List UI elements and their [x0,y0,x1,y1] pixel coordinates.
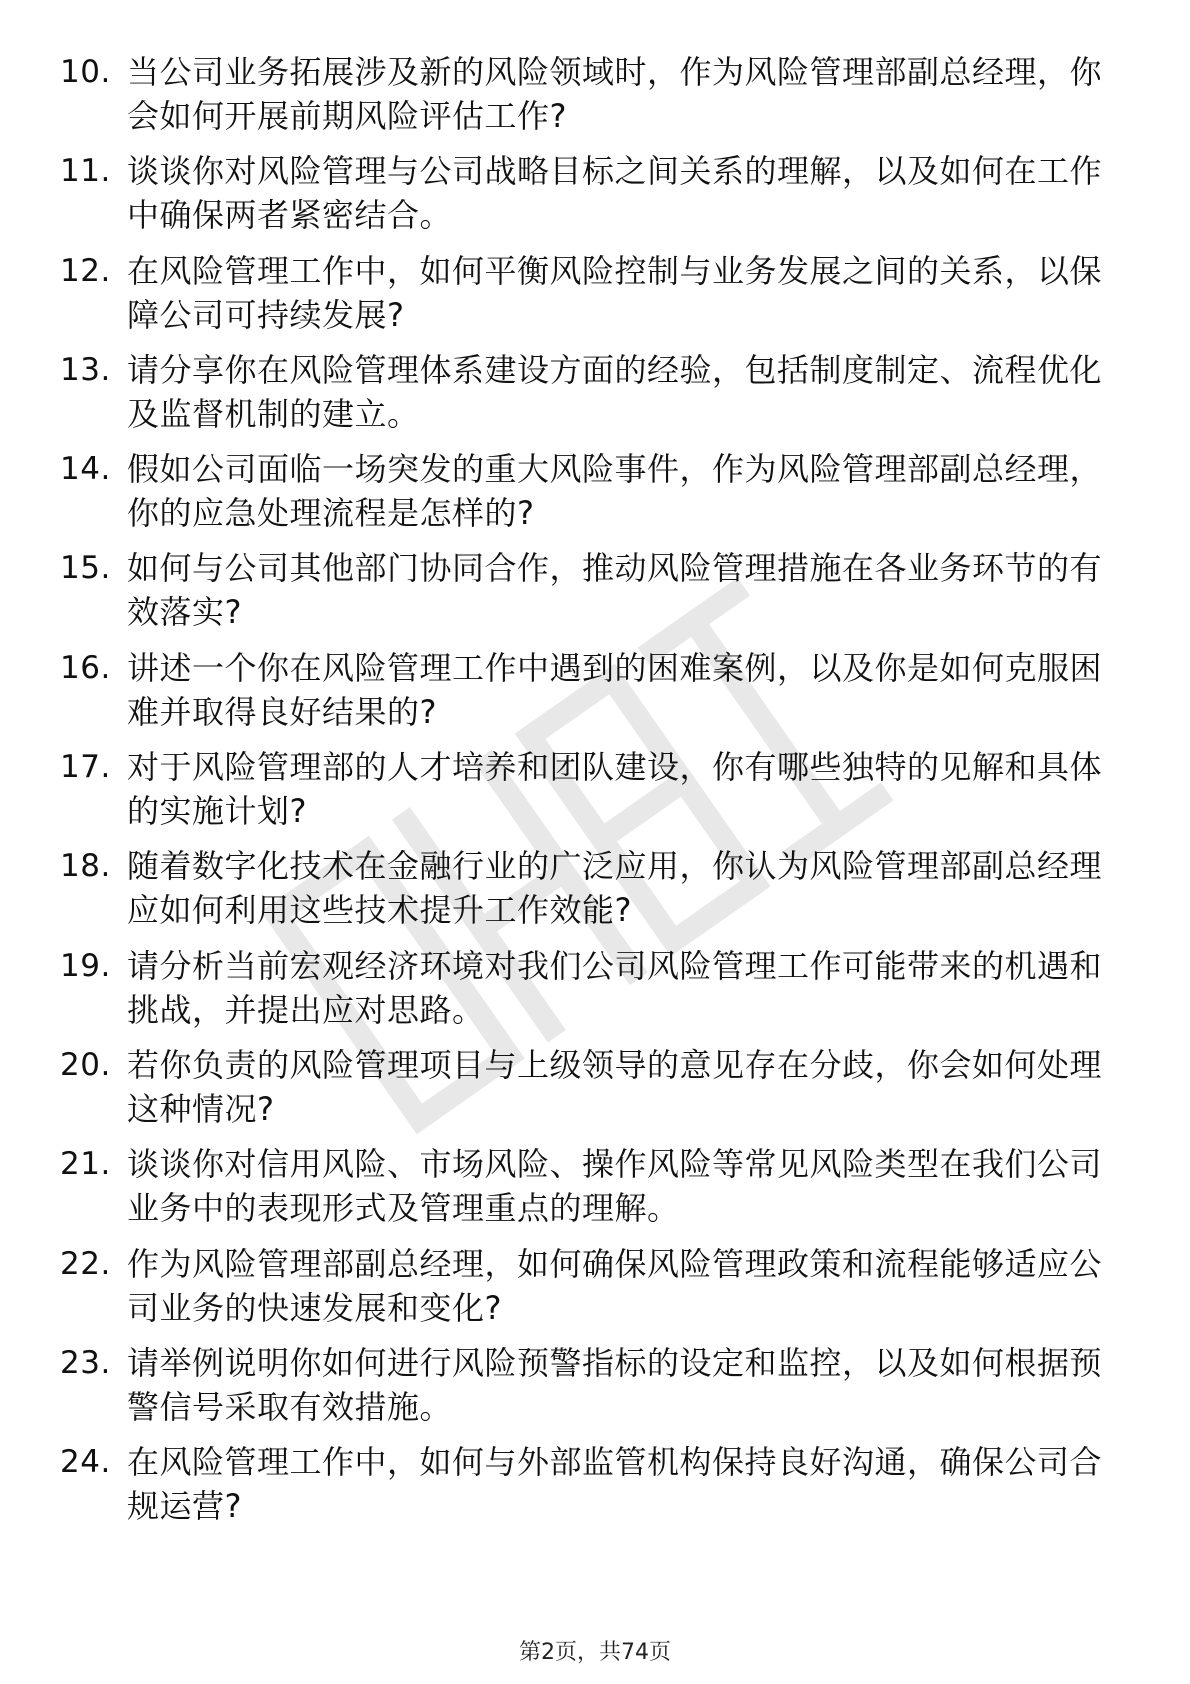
question-item [60,646,1120,745]
question-list [60,50,1120,1539]
question-text: 若你负责的风险管理项目与上级领导的意见存在分歧，你会如何处理这种情况? [127,1045,1103,1128]
question-number: 21. [60,1146,111,1183]
question-item [60,1341,1120,1440]
question-number: 19. [60,947,111,984]
question-item [60,1440,1120,1539]
question-item [60,1043,1120,1142]
question-number: 11. [60,153,111,190]
question-text: 假如公司面临一场突发的重大风险事件，作为风险管理部副总经理，你的应急处理流程是怎样的? [127,450,1103,533]
question-text: 在风险管理工作中，如何与外部监管机构保持良好沟通，确保公司合规运营? [127,1443,1103,1526]
question-item [60,1142,1120,1241]
question-item [60,1242,1120,1341]
question-number: 17. [60,749,111,786]
question-item [60,50,1120,149]
question-text: 在风险管理工作中，如何平衡风险控制与业务发展之间的关系，以保障公司可持续发展? [127,251,1103,334]
question-text: 如何与公司其他部门协同合作，推动风险管理措施在各业务环节的有效落实? [127,549,1103,632]
question-number: 23. [60,1344,111,1381]
question-text: 作为风险管理部副总经理，如何确保风险管理政策和流程能够适应公司业务的快速发展和变化? [127,1244,1103,1327]
question-number: 10. [60,54,111,90]
question-item [60,745,1120,844]
question-text: 谈谈你对信用风险、市场风险、操作风险等常见风险类型在我们公司业务中的表现形式及管理重点的理解。 [127,1145,1103,1228]
question-item [60,546,1120,645]
question-number: 18. [60,848,111,885]
question-text: 对于风险管理部的人才培养和团队建设，你有哪些独特的见解和具体的实施计划? [127,748,1103,831]
question-item [60,447,1120,546]
question-text: 随着数字化技术在金融行业的广泛应用，你认为风险管理部副总经理应如何利用这些技术提升工作效能? [127,847,1103,930]
question-item [60,348,1120,447]
question-number: 24. [60,1444,111,1481]
question-number: 14. [60,451,111,488]
question-number: 20. [60,1046,111,1083]
question-text: 请分析当前宏观经济环境对我们公司风险管理工作可能带来的机遇和挑战，并提出应对思路。 [127,946,1103,1029]
question-item [60,249,1120,348]
question-text: 请举例说明你如何进行风险预警指标的设定和监控，以及如何根据预警信号采取有效措施。 [127,1343,1103,1426]
question-item [60,844,1120,943]
question-text: 请分享你在风险管理体系建设方面的经验，包括制度制定、流程优化及监督机制的建立。 [127,350,1103,433]
question-text: 谈谈你对风险管理与公司战略目标之间关系的理解，以及如何在工作中确保两者紧密结合。 [127,152,1103,235]
question-number: 22. [60,1245,111,1282]
question-item [60,944,1120,1043]
question-text: 当公司业务拓展涉及新的风险领域时，作为风险管理部副总经理，你会如何开展前期风险评估工作? [127,53,1103,135]
question-number: 13. [60,351,111,388]
question-number: 12. [60,252,111,289]
question-item [60,149,1120,248]
question-text: 讲述一个你在风险管理工作中遇到的困难案例，以及你是如何克服困难并取得良好结果的? [127,648,1103,731]
page-number-footer: 第2页，共74页 [519,1640,671,1665]
question-number: 16. [60,649,111,686]
question-number: 15. [60,550,111,587]
